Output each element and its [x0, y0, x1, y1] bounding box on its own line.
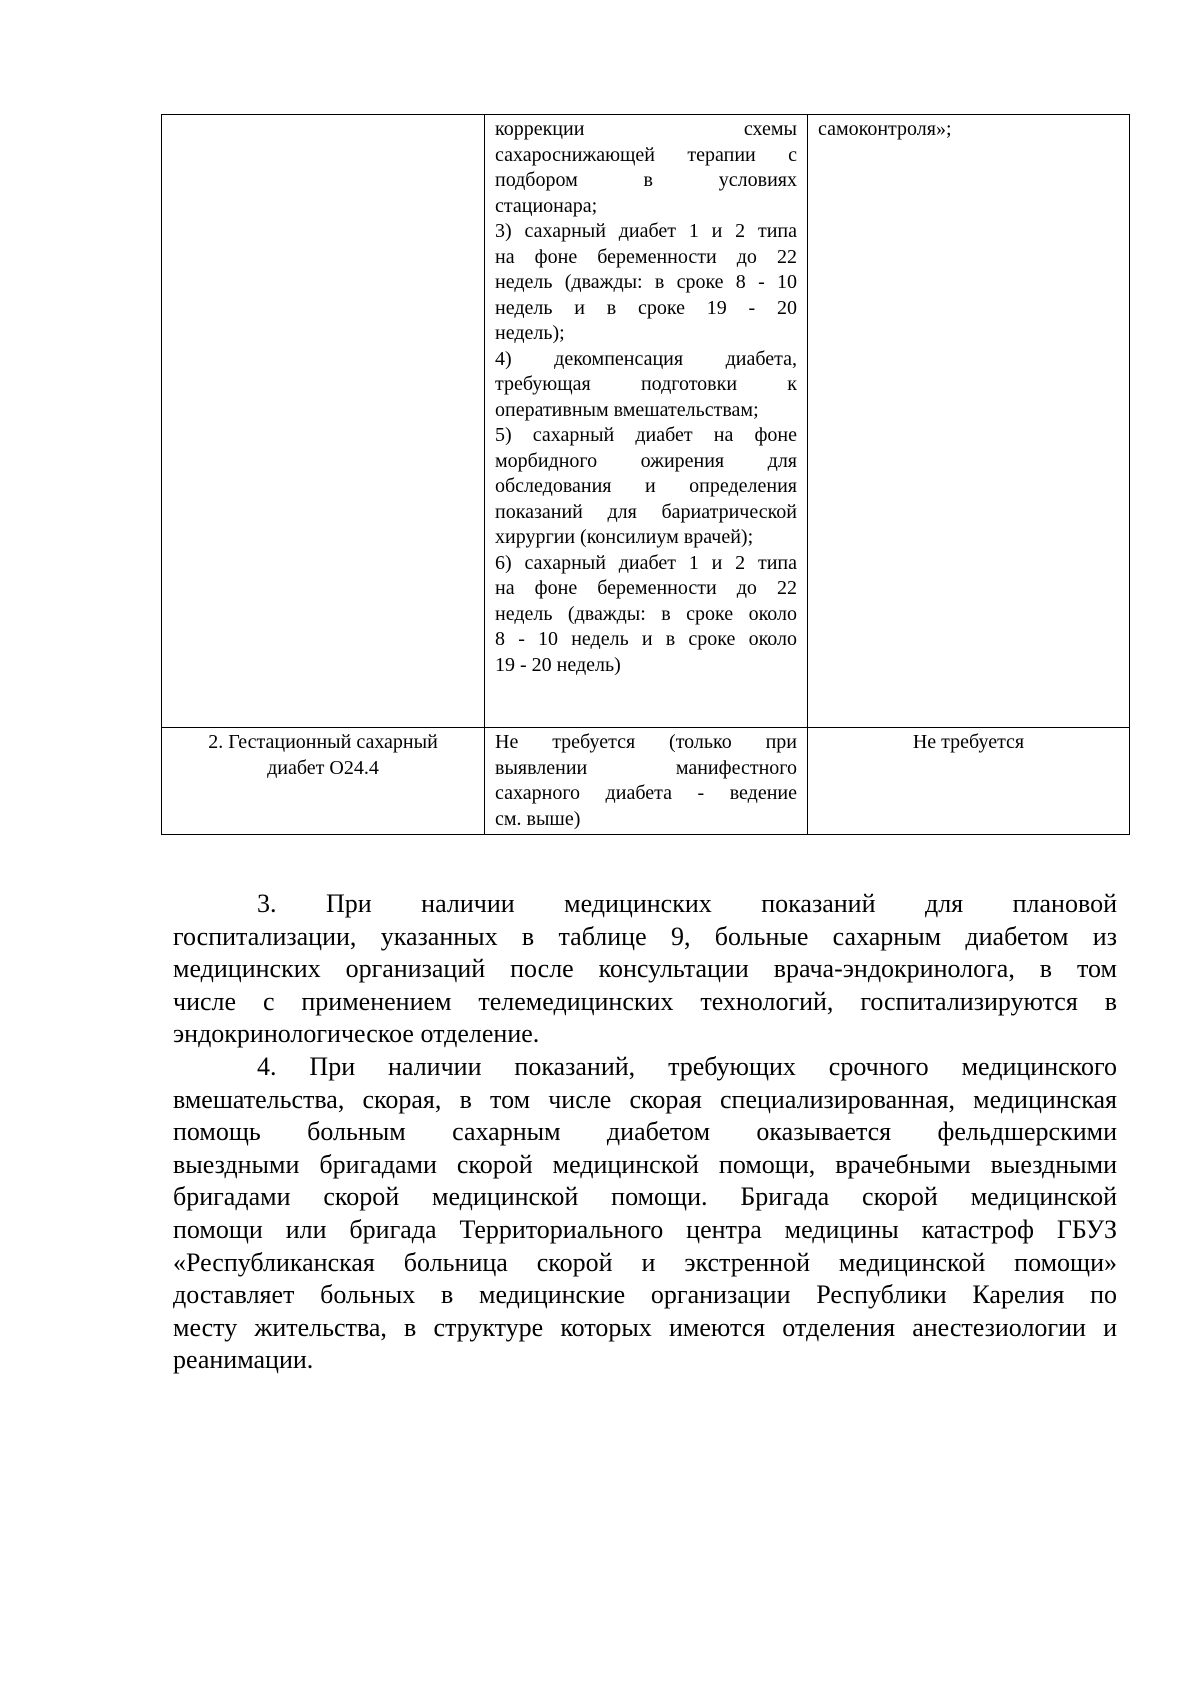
- paragraph-line: «Республиканская больница скорой и экстренной медицинской помощи»: [173, 1247, 1117, 1277]
- cell-line: 4) декомпенсация диабета,: [495, 347, 797, 370]
- paragraph-4: [173, 1051, 1117, 1377]
- paragraph-line: реанимации.: [173, 1345, 314, 1375]
- cell-line: сахарного диабета - ведение: [495, 782, 797, 804]
- paragraph-line: месту жительства, в структуре которых имеются отделения анестезиологии и: [173, 1312, 1117, 1342]
- table-cell-monitoring: Не требуется: [808, 728, 1130, 835]
- cell-line: 19 - 20 недель): [495, 653, 621, 676]
- cell-line: оперативным вмешательствам;: [495, 398, 759, 421]
- cell-line: на фоне беременности до 22: [495, 577, 797, 599]
- cell-line: 3) сахарный диабет 1 и 2 типа: [495, 220, 797, 242]
- cell-line: Не требуется (только при: [495, 731, 797, 753]
- paragraph-line: помощь больным сахарным диабетом оказывается фельдшерскими: [173, 1117, 1117, 1147]
- paragraph-line: выездными бригадами скорой медицинской помощи, врачебными выездными: [173, 1149, 1117, 1179]
- cell-line: недель (дважды: в сроке около: [495, 602, 797, 625]
- table-cell-diagnosis: [162, 115, 485, 728]
- table-cell-diagnosis: [162, 728, 485, 835]
- cell-line: морбидного ожирения для: [495, 449, 797, 472]
- paragraph-line: 4. При наличии показаний, требующих срочного медицинского: [257, 1052, 1117, 1081]
- cell-line: коррекции схемы: [495, 118, 797, 140]
- cell-line: 6) сахарный диабет 1 и 2 типа: [495, 551, 797, 574]
- paragraph-line: числе с применением телемедицинских технологий, госпитализируются в: [173, 986, 1117, 1016]
- paragraph-3: [173, 888, 1117, 1051]
- table-cell-monitoring: самоконтроля»;: [808, 115, 1130, 728]
- cell-line: недель);: [495, 322, 565, 344]
- table-row: [162, 728, 1130, 835]
- table-cell-indications: [485, 115, 808, 728]
- paragraph-line: 3. При наличии медицинских показаний для плановой: [257, 889, 1117, 918]
- cell-line: хирургии (консилиум врачей);: [495, 526, 754, 548]
- paragraph-line: эндокринологическое отделение.: [173, 1019, 540, 1049]
- cell-line: на фоне беременности до 22: [495, 245, 797, 268]
- cell-line: 8 - 10 недель и в сроке около: [495, 628, 797, 650]
- paragraph-line: бригадами скорой медицинской помощи. Бригада скорой медицинской: [173, 1182, 1117, 1212]
- cell-line: показаний для бариатрической: [495, 500, 797, 523]
- cell-line: недель и в сроке 19 - 20: [495, 296, 797, 319]
- cell-line: 2. Гестационный сахарный: [208, 731, 438, 753]
- paragraph-line: вмешательства, скорая, в том числе скорая специализированная, медицинская: [173, 1084, 1117, 1114]
- cell-line: обследования и определения: [495, 475, 797, 497]
- cell-line: недель (дважды: в сроке 8 - 10: [495, 271, 797, 293]
- hospitalization-table: [161, 114, 1130, 835]
- cell-line: стационара;: [495, 194, 598, 217]
- cell-line: сахароснижающей терапии с: [495, 143, 797, 166]
- paragraph-line: доставляет больных в медицинские организации Республики Карелия по: [173, 1280, 1117, 1310]
- cell-line: см. выше): [495, 807, 581, 830]
- cell-line: выявлении манифестного: [495, 756, 797, 779]
- table-cell-indications: [485, 728, 808, 835]
- table-row: [162, 115, 1130, 728]
- cell-line: подбором в условиях: [495, 169, 797, 191]
- paragraph-line: госпитализации, указанных в таблице 9, больные сахарным диабетом из: [173, 921, 1117, 951]
- cell-line: требующая подготовки к: [495, 373, 797, 395]
- paragraph-line: медицинских организаций после консультации врача-эндокринолога, в том: [173, 954, 1117, 984]
- cell-line: диабет O24.4: [267, 756, 379, 779]
- paragraph-line: помощи или бригада Территориального центра медицины катастроф ГБУЗ: [173, 1214, 1117, 1244]
- cell-line: 5) сахарный диабет на фоне: [495, 424, 797, 446]
